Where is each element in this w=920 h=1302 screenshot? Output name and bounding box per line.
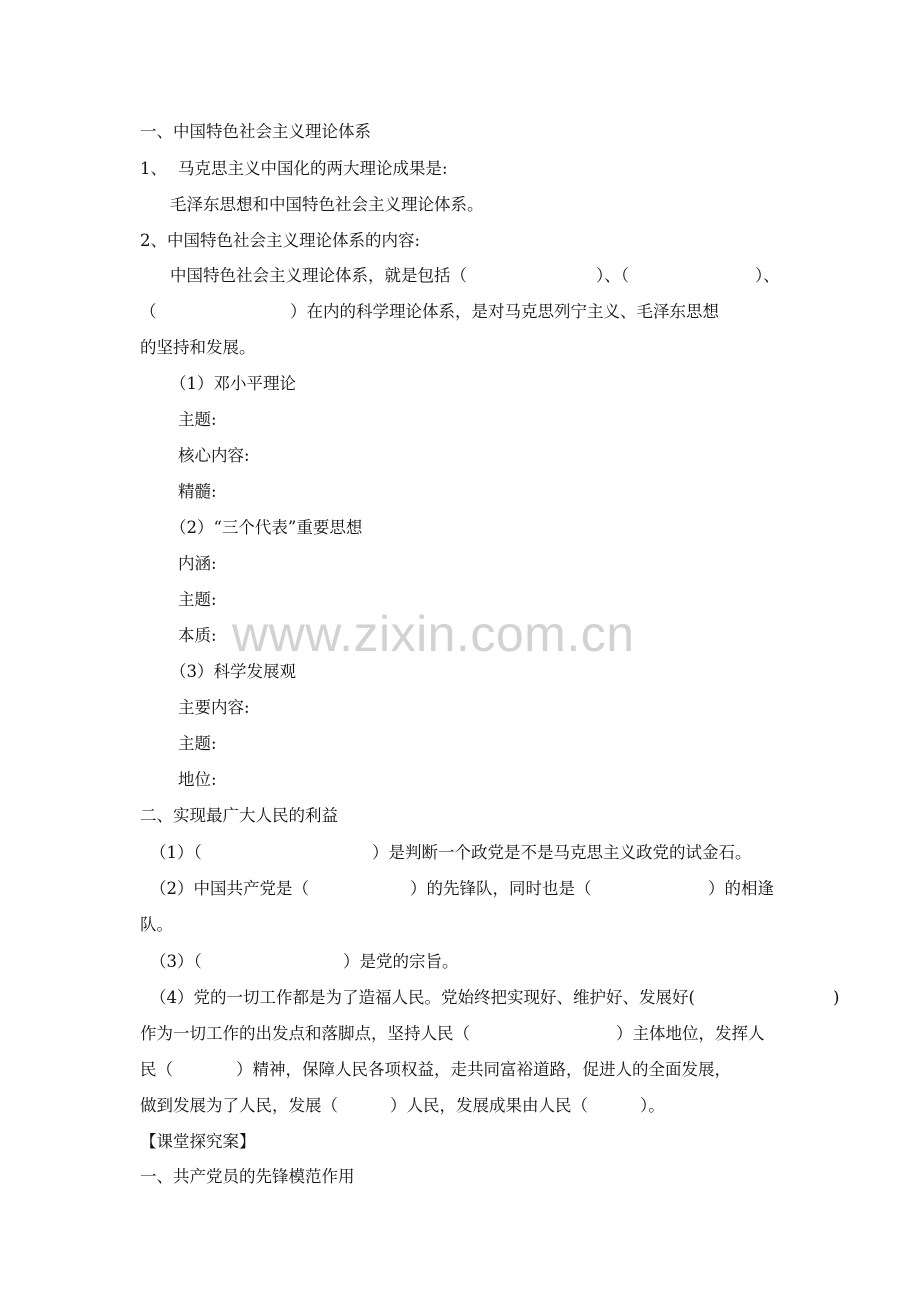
sub3-title: （3）科学发展观 [170, 662, 296, 681]
section2-title: 二、实现最广大人民的利益 [140, 806, 338, 825]
q1-label: 1、 [140, 159, 167, 178]
item2-d: 队。 [140, 915, 173, 934]
sub1-item-essence: 精髓: [178, 482, 217, 501]
item1-a: （1）（ [150, 843, 202, 862]
sub1-item-topic: 主题: [178, 410, 217, 429]
sub2-title: （2）“三个代表”重要思想 [170, 518, 363, 537]
section1-title: 一、中国特色社会主义理论体系 [140, 122, 371, 141]
item3-a: （3）（ [150, 952, 202, 971]
item2-b: ）的先锋队，同时也是（ [410, 879, 592, 898]
item3-b: ）是党的宗旨。 [343, 952, 459, 971]
q1-answer: 毛泽东思想和中国特色社会主义理论体系。 [170, 195, 484, 214]
item4-f: ）精神，保障人民各项权益，走共同富裕道路，促进人的全面发展， [236, 1060, 731, 1079]
item1-b: ）是判断一个政党是不是马克思主义政党的试金石。 [372, 843, 752, 862]
sub2-item-nature: 本质: [178, 626, 217, 645]
sub2-item-topic: 主题: [178, 590, 217, 609]
q1-text: 马克思主义中国化的两大理论成果是: [178, 159, 448, 178]
classroom-title: 【课堂探究案】 [140, 1132, 256, 1151]
q2-line1-c: ）、 [755, 266, 780, 285]
q2-line2-a: （ [140, 302, 157, 321]
sub1-title: （1）邓小平理论 [170, 374, 296, 393]
q2-line1-b: ）、（ [596, 266, 629, 285]
item2-c: ）的相逢 [708, 879, 774, 898]
q2-title: 2、中国特色社会主义理论体系的内容: [140, 231, 421, 250]
item4-g: 做到发展为了人民，发展（ [140, 1096, 338, 1115]
sub3-item-topic: 主题: [178, 734, 217, 753]
classroom-section1: 一、共产党员的先锋模范作用 [140, 1167, 355, 1186]
item4-b: ) [833, 988, 840, 1007]
sub2-item-connotation: 内涵: [178, 554, 217, 573]
q2-line1-a: 中国特色社会主义理论体系，就是包括（ [170, 266, 467, 285]
q2-line3: 的坚持和发展。 [140, 338, 256, 357]
item4-d: ）主体地位，发挥人 [616, 1024, 765, 1043]
item2-a: （2）中国共产党是（ [150, 879, 309, 898]
item4-a: （4）党的一切工作都是为了造福人民。党始终把实现好、维护好、发展好( [150, 988, 695, 1007]
item4-h: ）人民，发展成果由人民（ [390, 1096, 588, 1115]
q2-line2-b: ）在内的科学理论体系，是对马克思列宁主义、毛泽东思想 [290, 302, 719, 321]
watermark: www.zixin.com.cn [232, 606, 635, 662]
sub3-item-status: 地位: [178, 770, 217, 789]
sub1-item-core: 核心内容: [178, 446, 250, 465]
sub3-item-content: 主要内容: [178, 698, 250, 717]
item4-c: 作为一切工作的出发点和落脚点，坚持人民（ [140, 1024, 470, 1043]
item4-e: 民（ [140, 1060, 173, 1079]
item4-i: ）。 [640, 1096, 665, 1115]
